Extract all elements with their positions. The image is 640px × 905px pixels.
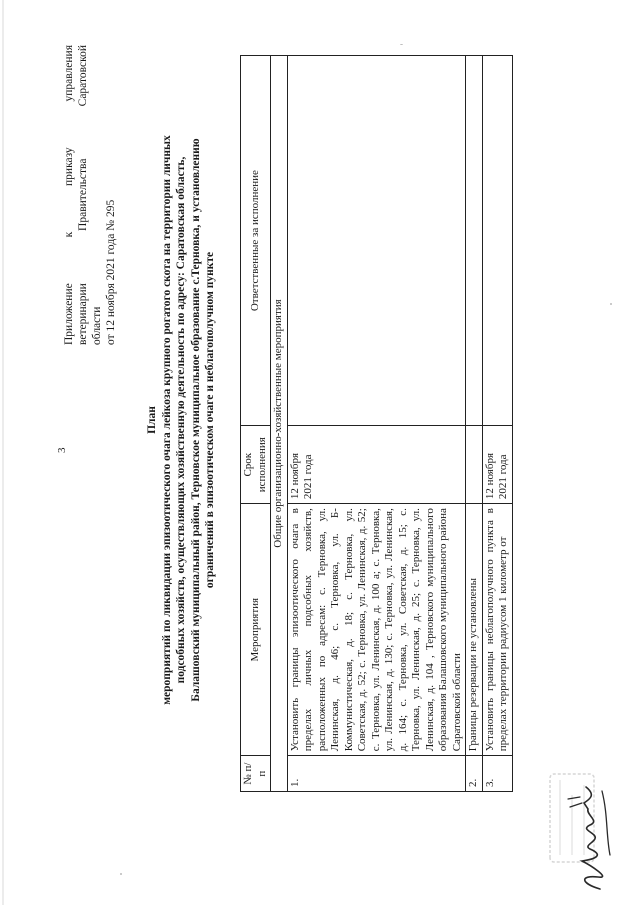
- header-responsible: Ответственные за исполнение: [241, 56, 271, 426]
- plan-table: [240, 55, 513, 792]
- scan-speck: [120, 873, 122, 875]
- appendix-block: [62, 45, 118, 345]
- table-row: [287, 56, 466, 792]
- row-term: [466, 426, 483, 504]
- row-activity: Границы резервации не установлены: [466, 504, 483, 756]
- table-header-row: [241, 56, 271, 792]
- section-title: Общие организационно-хозяйственные мероприятия: [271, 56, 288, 792]
- header-term: Срок исполнения: [241, 426, 271, 504]
- document-title: [145, 85, 218, 755]
- page-number: 3: [56, 447, 68, 453]
- table-row: [482, 56, 512, 792]
- section-row: [271, 56, 288, 792]
- appendix-line: Приложение к приказу управления: [63, 45, 75, 345]
- scan-speck: [400, 44, 403, 45]
- appendix-line: области: [91, 306, 103, 345]
- appendix-date: от 12 ноября 2021 года № 295: [105, 199, 117, 345]
- row-responsible: [287, 56, 466, 426]
- row-activity: Установить границы эпизоотического очага в пределах личных подсобных хозяйств, расположенных по адресам: с. Терновка, ул. Ленинская, д. 46; с. Терновка, ул. Б-Коммунистическая, д. 18; с. Терновка, ул. Советская, д. 52; с. Терновка, ул. Ленинская, д. 52; с. Терновка, ул. Ленинская, д. 100 а; с. Терновка, ул. Ленинская, д. 130; с. Терновка, ул. Ленинская, д. 164; с. Терновка, ул. Советская, д. 15; с. Терновка, ул. Ленинская, д. 25; с. Терновка, ул. Ленинская, д. 104 , Терновского муниципального образования Балашовского муниципального района Саратовской области: [287, 504, 466, 756]
- row-activity: Установить границы неблагополучного пункта в пределах территории радиусом 1 километр от: [482, 504, 512, 756]
- row-term: 12 ноября 2021 года: [287, 426, 466, 504]
- title-line: ограничений в эпизоотическом очаге и неблагополучном пункте: [204, 251, 216, 589]
- row-num: 2.: [466, 756, 483, 792]
- row-responsible: [466, 56, 483, 426]
- title-line: Балашовский муниципальный район, Терновское муниципальное образование с.Терновка, и установлению: [189, 138, 202, 702]
- row-num: 1.: [287, 756, 466, 792]
- title-line: мероприятий по ликвидации эпизоотического очага лейкоза крупного рогатого скота на территории личных: [160, 135, 173, 705]
- row-term: 12 ноября 2021 года: [482, 426, 512, 504]
- header-activity: Мероприятия: [241, 504, 271, 756]
- header-num: № п/п: [241, 756, 271, 792]
- row-responsible: [482, 56, 512, 426]
- table-row: [466, 56, 483, 792]
- scan-speck: [610, 303, 612, 305]
- title-heading: План: [146, 406, 158, 434]
- handwritten-signature: [560, 775, 624, 895]
- row-num: 3.: [482, 756, 512, 792]
- title-line: подсобных хозяйств, осуществляющих хозяйственную деятельность по адресу: Саратовская область,: [175, 156, 187, 684]
- appendix-line: ветеринарии Правительства Саратовской: [77, 45, 89, 345]
